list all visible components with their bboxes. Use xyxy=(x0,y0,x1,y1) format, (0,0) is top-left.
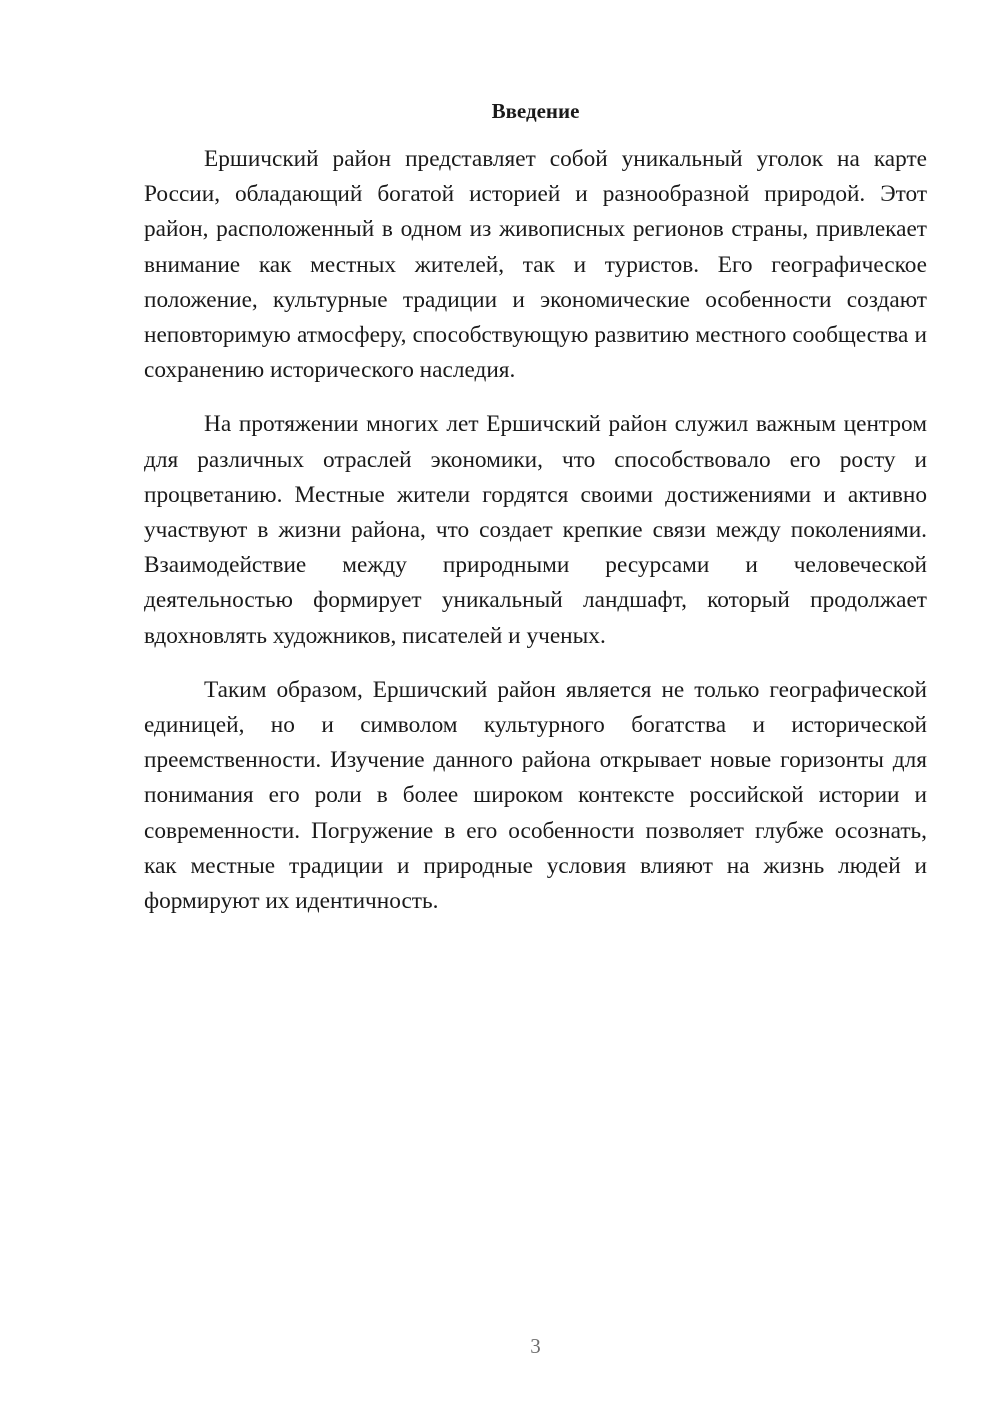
body-text xyxy=(144,142,927,938)
paragraph-2: На протяжении многих лет Ершичский район служил важным центром для различных отраслей экономики, что способствовало его росту и процветанию. Местные жители гордятся своими достижениями и активно участвуют в жизни района, что создает крепкие связи между поколениями. Взаимодействие между природными ресурсами и человеческой деятельностью формирует уникальный ландшафт, который продолжает вдохновлять художников, писателей и ученых. xyxy=(144,411,927,649)
page-number: 3 xyxy=(530,1334,541,1358)
paragraph-3: Таким образом, Ершичский район является не только географической единицей, но и символом культурного богатства и исторической преемственности. Изучение данного района открывает новые горизонты для понимания его роли в более широком контексте российской истории и современности. Погружение в его особенности позволяет глубже осознать, как местные традиции и природные условия влияют на жизнь людей и формируют их идентичность. xyxy=(144,676,927,915)
section-title: Введение xyxy=(491,99,580,123)
paragraph-1: Ершичский район представляет собой уникальный уголок на карте России, обладающий богатой историей и разнообразной природой. Этот район, расположенный в одном из живописных регионов страны, привлекает внимание как местных жителей, так и туристов. Его географическое положение, культурные традиции и экономические особенности создают неповторимую атмосферу, способствующую развитию местного сообщества и сохранению исторического наследия. xyxy=(144,146,927,384)
